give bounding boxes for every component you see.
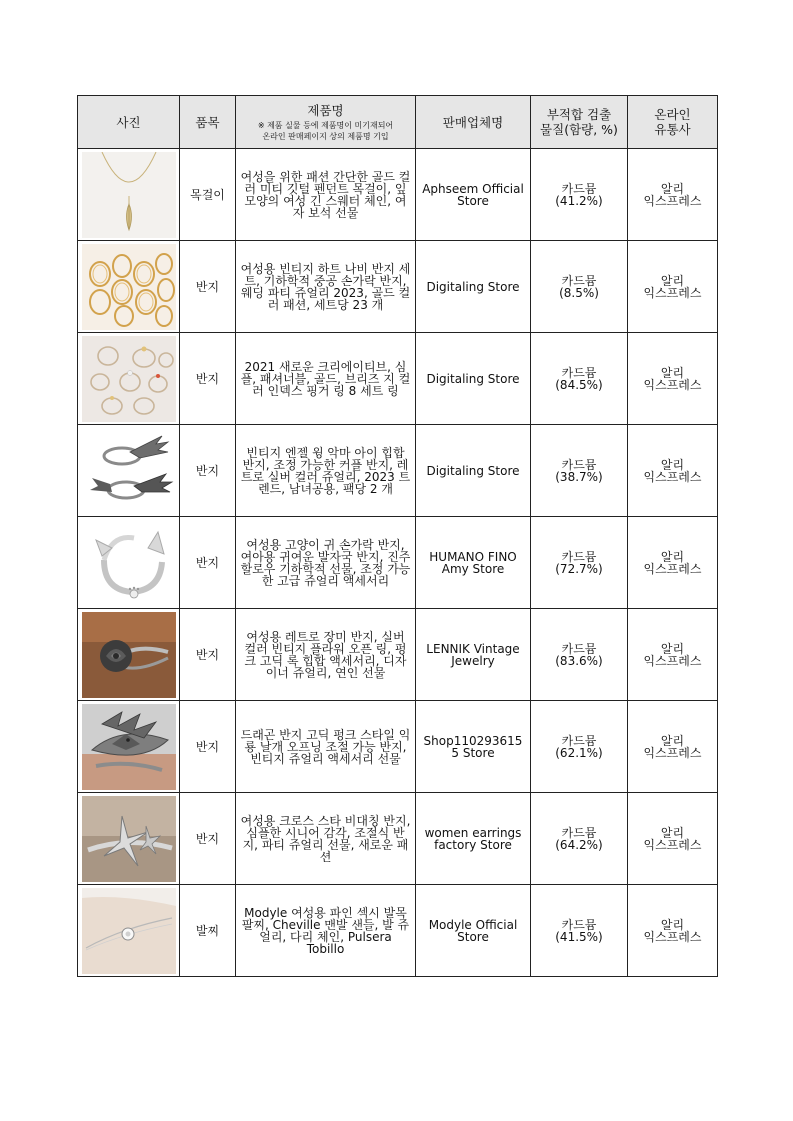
product-photo	[78, 425, 180, 517]
substance-name: 카드뮴	[561, 273, 597, 288]
product-name: 2021 새로운 크리에이티브, 심플, 패셔너블, 골드, 브리즈 지 컬러 인덱스 핑거 링 8 세트 링	[236, 333, 416, 425]
product-type: 발찌	[180, 885, 236, 977]
distributor-line-2: 익스프레스	[643, 653, 702, 668]
vendor-name: LENNIK Vintage Jewelry	[416, 609, 531, 701]
distributor	[628, 609, 718, 701]
header-product-name	[236, 96, 416, 149]
vendor-name: HUMANO FINO Amy Store	[416, 517, 531, 609]
vendor-name: Digitaling Store	[416, 333, 531, 425]
product-photo	[78, 333, 180, 425]
product-type: 반지	[180, 701, 236, 793]
table-row	[78, 241, 718, 333]
substance-name: 카드뮴	[561, 733, 597, 748]
substance-name: 카드뮴	[561, 917, 597, 932]
substance-amount: (83.6%)	[555, 653, 603, 668]
substance-name: 카드뮴	[561, 549, 597, 564]
detected-substance	[531, 241, 628, 333]
product-photo	[78, 701, 180, 793]
detected-substance	[531, 517, 628, 609]
product-name: Modyle 여성용 파인 섹시 발목 팔찌, Cheville 맨발 샌들, 발 쥬얼리, 다리 체인, Pulsera Tobillo	[236, 885, 416, 977]
header-product-name-label: 제품명	[307, 102, 344, 118]
product-name: 여성을 위한 패션 간단한 골드 컬러 미티 깃털 펜던트 목걸이, 잎 모양의 여성 긴 스웨터 체인, 여자 보석 선물	[236, 149, 416, 241]
distributor	[628, 425, 718, 517]
vendor-name: women earrings factory Store	[416, 793, 531, 885]
distributor-line-2: 익스프레스	[643, 377, 702, 392]
header-product-note-2: 온라인 판매페이지 상의 제품명 기입	[262, 131, 389, 141]
header-substance-2: 물질(함량, %)	[540, 122, 618, 137]
product-photo	[78, 885, 180, 977]
table-row	[78, 517, 718, 609]
detected-substance	[531, 425, 628, 517]
product-table	[77, 95, 718, 977]
necklace-photo-icon	[82, 152, 176, 238]
vendor-name: Shop110293615 5 Store	[416, 701, 531, 793]
dragon-ring-photo-icon	[82, 704, 176, 790]
table-row	[78, 609, 718, 701]
substance-amount: (62.1%)	[555, 745, 603, 760]
rose-ring-photo-icon	[82, 612, 176, 698]
distributor-line-1: 알리	[660, 641, 685, 656]
header-substance-1: 부적합 검출	[546, 107, 612, 122]
product-name: 여성용 크로스 스타 비대칭 반지, 심플한 시니어 감각, 조절식 반지, 파티 쥬얼리 선물, 새로운 패션	[236, 793, 416, 885]
table-row	[78, 793, 718, 885]
product-name: 여성용 빈티지 하트 나비 반지 세트, 기하학적 중공 손가락 반지, 웨딩 파티 쥬얼리 2023, 골드 컬러 패션, 세트당 23 개	[236, 241, 416, 333]
distributor-line-1: 알리	[660, 549, 685, 564]
vendor-name: Modyle Official Store	[416, 885, 531, 977]
table-row	[78, 885, 718, 977]
detected-substance	[531, 149, 628, 241]
detected-substance	[531, 333, 628, 425]
product-photo	[78, 793, 180, 885]
distributor	[628, 793, 718, 885]
distributor	[628, 701, 718, 793]
product-name: 드래곤 반지 고딕 펑크 스타일 익룡 날개 오프닝 조절 가능 반지, 빈티지 쥬얼리 액세서리 선물	[236, 701, 416, 793]
substance-amount: (64.2%)	[555, 837, 603, 852]
detected-substance	[531, 885, 628, 977]
distributor	[628, 149, 718, 241]
distributor-line-2: 익스프레스	[643, 745, 702, 760]
substance-amount: (72.7%)	[555, 561, 603, 576]
distributor	[628, 885, 718, 977]
distributor-line-2: 익스프레스	[643, 469, 702, 484]
distributor-line-2: 익스프레스	[643, 193, 702, 208]
distributor-line-1: 알리	[660, 733, 685, 748]
header-product-note-1: ※ 제품 실물 등에 제품명이 미기재되어	[257, 120, 394, 130]
table-row	[78, 149, 718, 241]
substance-amount: (41.2%)	[555, 193, 603, 208]
detected-substance	[531, 793, 628, 885]
cat-ear-ring-photo-icon	[82, 520, 176, 606]
distributor-line-2: 익스프레스	[643, 561, 702, 576]
vendor-name: Digitaling Store	[416, 241, 531, 333]
header-substance	[531, 96, 628, 149]
distributor-line-2: 익스프레스	[643, 837, 702, 852]
distributor-line-1: 알리	[660, 917, 685, 932]
product-photo	[78, 149, 180, 241]
substance-amount: (38.7%)	[555, 469, 603, 484]
distributor-line-1: 알리	[660, 181, 685, 196]
wing-rings-photo-icon	[82, 428, 176, 514]
header-distributor-2: 유통사	[654, 122, 691, 137]
header-type: 품목	[180, 96, 236, 149]
distributor	[628, 333, 718, 425]
distributor-line-1: 알리	[660, 457, 685, 472]
header-distributor	[628, 96, 718, 149]
product-photo	[78, 517, 180, 609]
distributor-line-2: 익스프레스	[643, 285, 702, 300]
table-row	[78, 333, 718, 425]
table-row	[78, 425, 718, 517]
product-type: 반지	[180, 425, 236, 517]
product-photo	[78, 241, 180, 333]
product-type: 목걸이	[180, 149, 236, 241]
product-type: 반지	[180, 517, 236, 609]
product-type: 반지	[180, 609, 236, 701]
substance-name: 카드뮴	[561, 365, 597, 380]
table-row	[78, 701, 718, 793]
vendor-name: Digitaling Store	[416, 425, 531, 517]
distributor-line-1: 알리	[660, 365, 685, 380]
substance-name: 카드뮴	[561, 181, 597, 196]
distributor-line-1: 알리	[660, 825, 685, 840]
ring-set-gold-photo-icon	[82, 244, 176, 330]
distributor	[628, 241, 718, 333]
product-name: 여성용 고양이 귀 손가락 반지, 여아용 귀여운 발자국 반지, 진주 할로우 기하학적 선물, 조정 가능한 고급 쥬얼리 액세서리	[236, 517, 416, 609]
product-type: 반지	[180, 241, 236, 333]
substance-name: 카드뮴	[561, 641, 597, 656]
detected-substance	[531, 609, 628, 701]
distributor-line-1: 알리	[660, 273, 685, 288]
substance-amount: (41.5%)	[555, 929, 603, 944]
header-vendor: 판매업체명	[416, 96, 531, 149]
substance-name: 카드뮴	[561, 457, 597, 472]
product-type: 반지	[180, 333, 236, 425]
detected-substance	[531, 701, 628, 793]
ring-set-knuckle-photo-icon	[82, 336, 176, 422]
vendor-name: Aphseem Official Store	[416, 149, 531, 241]
distributor	[628, 517, 718, 609]
product-type: 반지	[180, 793, 236, 885]
table-header-row	[78, 96, 718, 149]
product-name: 빈티지 엔젤 윙 악마 아이 힙합 반지, 조정 가능한 커플 반지, 레트로 실버 컬러 쥬얼리, 2023 트렌드, 남녀공용, 팩당 2 개	[236, 425, 416, 517]
header-photo: 사진	[78, 96, 180, 149]
substance-name: 카드뮴	[561, 825, 597, 840]
anklet-photo-icon	[82, 888, 176, 974]
substance-amount: (84.5%)	[555, 377, 603, 392]
product-photo	[78, 609, 180, 701]
product-name: 여성용 레트로 장미 반지, 실버 컬러 빈티지 플라워 오픈 링, 펑크 고딕 록 힙합 액세서리, 디자이너 쥬얼리, 연인 선물	[236, 609, 416, 701]
distributor-line-2: 익스프레스	[643, 929, 702, 944]
cross-star-ring-photo-icon	[82, 796, 176, 882]
header-distributor-1: 온라인	[654, 107, 691, 122]
substance-amount: (8.5%)	[559, 285, 599, 300]
